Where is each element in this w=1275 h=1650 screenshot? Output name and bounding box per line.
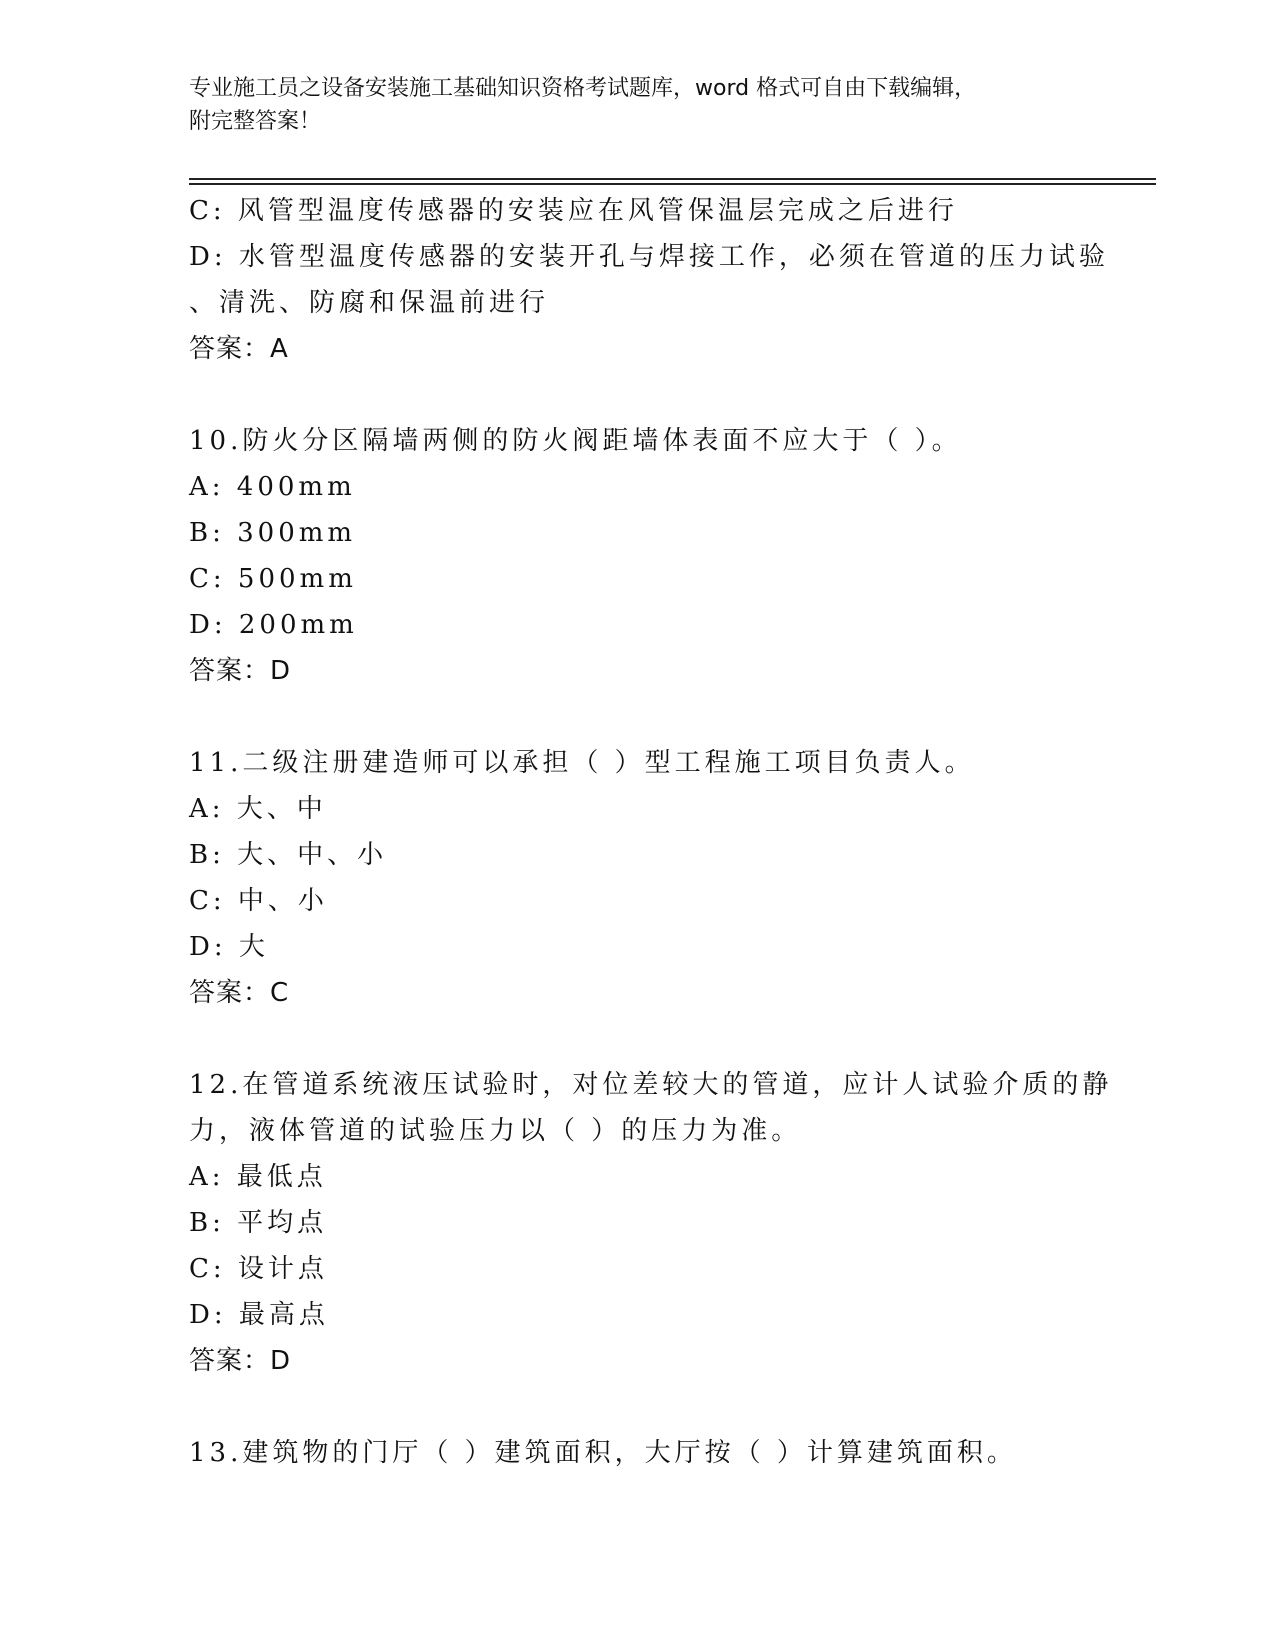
header-line-1: 专业施工员之设备安装施工基础知识资格考试题库，word 格式可自由下载编辑， — [189, 76, 977, 101]
spacer — [189, 1016, 1089, 1062]
question-list — [189, 188, 1113, 1476]
answer: 答案：D — [189, 656, 292, 686]
spacer — [189, 1384, 1089, 1430]
answer: 答案：C — [189, 978, 290, 1008]
header-divider-top — [189, 178, 1156, 180]
question-text: 10.防火分区隔墙两侧的防火阀距墙体表面不应大于（ ）。 — [189, 426, 962, 456]
option-d: D: 200mm — [189, 610, 358, 640]
spacer — [189, 372, 1089, 418]
question-text-continued: 力，液体管道的试验压力以（ ）的压力为准。 — [189, 1116, 802, 1146]
header-divider-bottom — [189, 183, 1156, 185]
option-d: D: 最高点 — [189, 1300, 329, 1330]
option-a: A: 400mm — [189, 472, 356, 502]
spacer — [189, 694, 1089, 740]
option-c: C: 风管型温度传感器的安装应在风管保温层完成之后进行 — [189, 196, 958, 226]
question-13 — [189, 1430, 1089, 1476]
question-text: 12.在管道系统液压试验时，对位差较大的管道，应计人试验介质的静 — [189, 1070, 1113, 1100]
answer: 答案：A — [189, 334, 289, 364]
answer: 答案：D — [189, 1346, 292, 1376]
option-d-continued: 、清洗、防腐和保温前进行 — [189, 288, 550, 318]
header-line-2: 附完整答案！ — [189, 109, 322, 134]
question-text: 11.二级注册建造师可以承担（ ）型工程施工项目负责人。 — [189, 748, 975, 778]
option-c: C: 设计点 — [189, 1254, 328, 1284]
question-10 — [189, 418, 1089, 694]
option-b: B: 大、中、小 — [189, 840, 388, 870]
option-a: A: 最低点 — [189, 1162, 327, 1192]
option-c: C: 中、小 — [189, 886, 328, 916]
option-d: D: 水管型温度传感器的安装开孔与焊接工作，必须在管道的压力试验 — [189, 242, 1109, 272]
option-c: C: 500mm — [189, 564, 357, 594]
question-text: 13.建筑物的门厅（ ）建筑面积，大厅按（ ）计算建筑面积。 — [189, 1438, 1017, 1468]
question-12 — [189, 1062, 1113, 1384]
option-b: B: 平均点 — [189, 1208, 328, 1238]
option-a: A: 大、中 — [189, 794, 327, 824]
question-9-tail — [189, 188, 1109, 372]
option-d: D: 大 — [189, 932, 269, 962]
option-b: B: 300mm — [189, 518, 357, 548]
document-header — [189, 72, 1089, 138]
question-11 — [189, 740, 1089, 1016]
